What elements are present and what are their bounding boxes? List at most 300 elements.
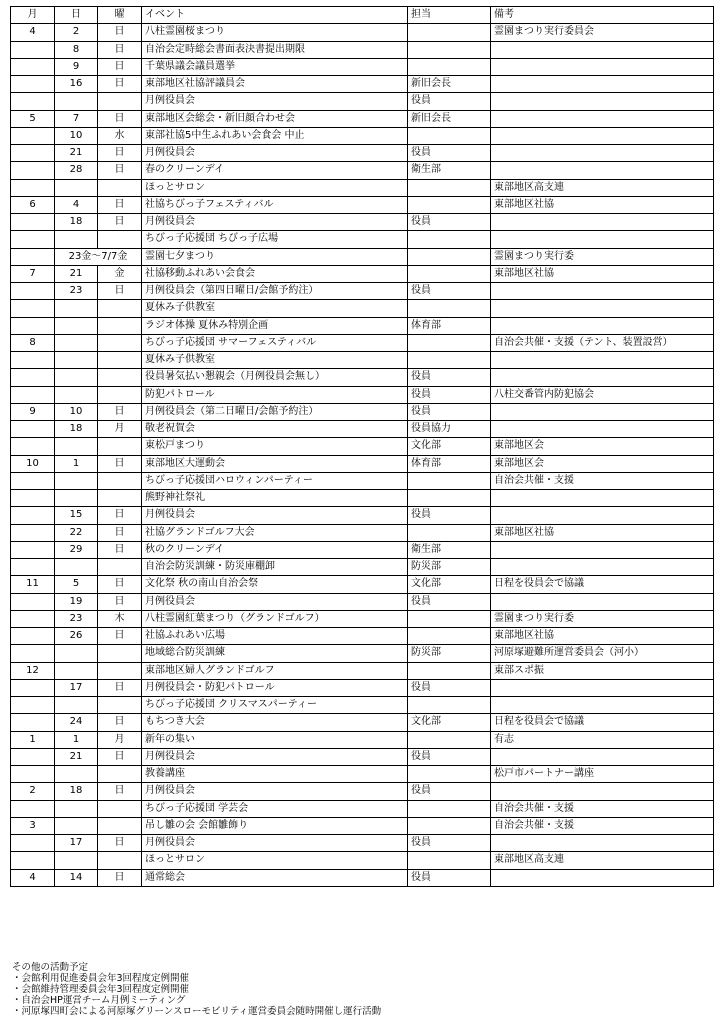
month-cell: 7 — [11, 265, 55, 282]
month-cell — [11, 369, 55, 386]
event-cell: ラジオ体操 夏休み特別企画 — [142, 317, 408, 334]
month-cell: 10 — [11, 455, 55, 472]
month-cell — [11, 610, 55, 627]
month-cell: 4 — [11, 869, 55, 886]
day-cell — [55, 231, 98, 248]
person-cell: 防災部 — [408, 559, 491, 576]
day-cell — [55, 559, 98, 576]
table-row — [11, 714, 714, 731]
person-cell: 文化部 — [408, 438, 491, 455]
note-item: ・河原塚四町会による河原塚グリーンスローモビリティ運営委員会随時開催し運行活動 — [12, 1006, 382, 1017]
note-cell — [491, 110, 714, 127]
event-cell: ちびっ子応援団 サマーフェスティバル — [142, 334, 408, 351]
day-cell: 21 — [55, 748, 98, 765]
weekday-cell: 日 — [98, 196, 142, 213]
event-cell: 東部社協5中生ふれあい会食会 中止 — [142, 127, 408, 144]
table-row — [11, 783, 714, 800]
event-cell: 社協ちびっ子フェスティバル — [142, 196, 408, 213]
month-cell — [11, 559, 55, 576]
event-cell: 春のクリーンデイ — [142, 162, 408, 179]
month-cell — [11, 593, 55, 610]
person-cell — [408, 800, 491, 817]
person-cell: 役員協力 — [408, 421, 491, 438]
month-cell: 9 — [11, 403, 55, 420]
event-cell: ほっとサロン — [142, 179, 408, 196]
day-cell: 5 — [55, 576, 98, 593]
event-cell: 月例役員会 — [142, 93, 408, 110]
month-cell: 6 — [11, 196, 55, 213]
day-cell: 26 — [55, 628, 98, 645]
note-cell — [491, 127, 714, 144]
event-cell: 月例役員会（第四日曜日/会館予約注） — [142, 283, 408, 300]
note-cell — [491, 300, 714, 317]
person-cell — [408, 731, 491, 748]
weekday-cell: 日 — [98, 679, 142, 696]
day-cell — [55, 317, 98, 334]
person-cell: 文化部 — [408, 714, 491, 731]
note-cell: 自治会共催・支援（テント、装置設営） — [491, 334, 714, 351]
person-cell — [408, 41, 491, 58]
person-cell: 役員 — [408, 283, 491, 300]
event-cell: 月例役員会・防犯パトロール — [142, 679, 408, 696]
person-cell — [408, 265, 491, 282]
month-cell — [11, 852, 55, 869]
weekday-cell — [98, 386, 142, 403]
person-cell: 役員 — [408, 593, 491, 610]
event-cell: 吊し雛の会 会館雛飾り — [142, 817, 408, 834]
note-cell: 霊園まつり実行委 — [491, 610, 714, 627]
event-cell: 霊園七夕まつり — [142, 248, 408, 265]
table-row — [11, 541, 714, 558]
month-cell — [11, 541, 55, 558]
weekday-cell: 日 — [98, 58, 142, 75]
note-cell — [491, 869, 714, 886]
table-row — [11, 766, 714, 783]
event-cell: ちびっ子応援団 ちびっ子広場 — [142, 231, 408, 248]
day-cell — [55, 490, 98, 507]
weekday-cell: 日 — [98, 76, 142, 93]
table-row — [11, 179, 714, 196]
day-cell — [55, 817, 98, 834]
table-row — [11, 300, 714, 317]
event-cell: 社協移動ふれあい会食会 — [142, 265, 408, 282]
weekday-cell — [98, 352, 142, 369]
note-cell — [491, 507, 714, 524]
table-row — [11, 317, 714, 334]
note-cell — [491, 369, 714, 386]
weekday-cell: 日 — [98, 783, 142, 800]
event-cell: ちびっ子応援団 クリスマスパーティー — [142, 697, 408, 714]
person-cell: 役員 — [408, 507, 491, 524]
event-cell: 千葉県議会議員選挙 — [142, 58, 408, 75]
day-cell: 17 — [55, 835, 98, 852]
month-cell — [11, 697, 55, 714]
table-row — [11, 352, 714, 369]
event-cell: もちつき大会 — [142, 714, 408, 731]
note-cell — [491, 283, 714, 300]
note-item: ・自治会HP運営チーム月例ミーティング — [12, 995, 186, 1006]
month-cell — [11, 766, 55, 783]
event-cell: 東松戸まつり — [142, 438, 408, 455]
weekday-cell: 月 — [98, 731, 142, 748]
table-row — [11, 507, 714, 524]
weekday-cell: 日 — [98, 524, 142, 541]
event-cell: 月例役員会 — [142, 593, 408, 610]
note-cell: 日程を役員会で協議 — [491, 576, 714, 593]
person-cell: 体育部 — [408, 317, 491, 334]
month-cell — [11, 645, 55, 662]
event-cell: 東部地区大運動会 — [142, 455, 408, 472]
weekday-cell: 日 — [98, 403, 142, 420]
month-cell — [11, 490, 55, 507]
person-cell — [408, 852, 491, 869]
month-cell — [11, 679, 55, 696]
person-cell — [408, 58, 491, 75]
day-cell: 15 — [55, 507, 98, 524]
person-cell — [408, 766, 491, 783]
weekday-cell — [98, 559, 142, 576]
note-cell — [491, 41, 714, 58]
person-cell: 役員 — [408, 748, 491, 765]
person-cell: 役員 — [408, 679, 491, 696]
weekday-cell — [98, 662, 142, 679]
day-cell: 4 — [55, 196, 98, 213]
note-cell: 東部地区社協 — [491, 524, 714, 541]
event-cell: 夏休み子供教室 — [142, 300, 408, 317]
event-cell: 地域総合防災訓練 — [142, 645, 408, 662]
event-cell: 月例役員会 — [142, 835, 408, 852]
month-cell — [11, 472, 55, 489]
month-cell — [11, 421, 55, 438]
weekday-cell: 日 — [98, 24, 142, 41]
table-row — [11, 472, 714, 489]
day-cell: 28 — [55, 162, 98, 179]
weekday-cell: 木 — [98, 610, 142, 627]
month-cell — [11, 145, 55, 162]
month-cell — [11, 628, 55, 645]
month-cell — [11, 58, 55, 75]
note-cell — [491, 541, 714, 558]
weekday-cell: 日 — [98, 214, 142, 231]
month-cell: 4 — [11, 24, 55, 41]
month-cell — [11, 127, 55, 144]
event-cell: 社協ふれあい広場 — [142, 628, 408, 645]
event-cell: 月例役員会（第二日曜日/会館予約注） — [142, 403, 408, 420]
event-cell: 文化祭 秋の南山自治会祭 — [142, 576, 408, 593]
note-cell — [491, 679, 714, 696]
month-cell: 3 — [11, 817, 55, 834]
month-cell — [11, 800, 55, 817]
person-cell: 防災部 — [408, 645, 491, 662]
person-cell — [408, 472, 491, 489]
day-cell — [55, 472, 98, 489]
day-cell: 9 — [55, 58, 98, 75]
month-cell — [11, 93, 55, 110]
month-cell — [11, 162, 55, 179]
note-cell — [491, 403, 714, 420]
note-cell: 東部地区社協 — [491, 196, 714, 213]
event-cell: ちびっ子応援団 学芸会 — [142, 800, 408, 817]
weekday-cell: 日 — [98, 748, 142, 765]
note-cell: 河原塚避難所運営委員会（河小） — [491, 645, 714, 662]
header-person: 担当 — [408, 7, 491, 24]
weekday-cell — [98, 438, 142, 455]
day-cell: 18 — [55, 421, 98, 438]
table-row — [11, 576, 714, 593]
note-item: ・会館維持管理委員会年3回程度定例開催 — [12, 984, 190, 995]
day-cell: 18 — [55, 783, 98, 800]
table-row — [11, 610, 714, 627]
event-cell: 月例役員会 — [142, 783, 408, 800]
note-cell — [491, 697, 714, 714]
weekday-cell — [98, 179, 142, 196]
note-cell: 東部地区会 — [491, 455, 714, 472]
month-cell — [11, 438, 55, 455]
person-cell — [408, 24, 491, 41]
note-cell: 霊園まつり実行委員会 — [491, 24, 714, 41]
weekday-cell — [98, 645, 142, 662]
person-cell — [408, 231, 491, 248]
schedule-table — [10, 6, 714, 887]
weekday-cell — [98, 852, 142, 869]
month-cell — [11, 41, 55, 58]
day-cell — [55, 852, 98, 869]
note-cell — [491, 162, 714, 179]
table-row — [11, 559, 714, 576]
person-cell — [408, 179, 491, 196]
person-cell: 役員 — [408, 403, 491, 420]
event-cell: 東部地区会総会・新旧顔合わせ会 — [142, 110, 408, 127]
month-cell: 2 — [11, 783, 55, 800]
table-row — [11, 679, 714, 696]
month-cell: 5 — [11, 110, 55, 127]
day-cell: 21 — [55, 145, 98, 162]
event-cell: 新年の集い — [142, 731, 408, 748]
table-row — [11, 127, 714, 144]
weekday-cell: 日 — [98, 110, 142, 127]
day-cell — [55, 369, 98, 386]
note-cell: 霊園まつり実行委 — [491, 248, 714, 265]
day-cell: 21 — [55, 265, 98, 282]
event-cell: 通常総会 — [142, 869, 408, 886]
person-cell — [408, 248, 491, 265]
table-row — [11, 697, 714, 714]
weekday-cell — [98, 490, 142, 507]
table-row — [11, 76, 714, 93]
note-cell — [491, 783, 714, 800]
person-cell — [408, 817, 491, 834]
day-cell: 1 — [55, 455, 98, 472]
person-cell: 役員 — [408, 214, 491, 231]
weekday-cell: 日 — [98, 576, 142, 593]
date-range-cell: 23金～7/7金 — [55, 248, 142, 265]
table-row — [11, 645, 714, 662]
month-cell — [11, 317, 55, 334]
note-cell — [491, 214, 714, 231]
table-row — [11, 231, 714, 248]
note-cell — [491, 93, 714, 110]
event-cell: 八柱霊園紅葉まつり（グランドゴルフ） — [142, 610, 408, 627]
table-row — [11, 214, 714, 231]
note-cell — [491, 490, 714, 507]
month-cell: 12 — [11, 662, 55, 679]
event-cell: ほっとサロン — [142, 852, 408, 869]
person-cell: 役員 — [408, 369, 491, 386]
day-cell: 1 — [55, 731, 98, 748]
weekday-cell — [98, 231, 142, 248]
weekday-cell: 日 — [98, 628, 142, 645]
note-cell — [491, 145, 714, 162]
month-cell — [11, 352, 55, 369]
month-cell — [11, 231, 55, 248]
weekday-cell — [98, 817, 142, 834]
table-row — [11, 835, 714, 852]
month-cell: 11 — [11, 576, 55, 593]
note-item: ・会館利用促進委員会年3回程度定例開催 — [12, 973, 190, 984]
person-cell: 役員 — [408, 93, 491, 110]
note-cell — [491, 317, 714, 334]
weekday-cell: 日 — [98, 835, 142, 852]
table-row — [11, 58, 714, 75]
table-row — [11, 41, 714, 58]
note-cell — [491, 748, 714, 765]
day-cell — [55, 179, 98, 196]
person-cell: 役員 — [408, 386, 491, 403]
note-cell — [491, 58, 714, 75]
event-cell: 東部地区社協評議員会 — [142, 76, 408, 93]
day-cell: 10 — [55, 403, 98, 420]
note-cell: 自治会共催・支援 — [491, 800, 714, 817]
person-cell: 役員 — [408, 835, 491, 852]
event-cell: 月例役員会 — [142, 748, 408, 765]
weekday-cell: 日 — [98, 283, 142, 300]
day-cell — [55, 352, 98, 369]
weekday-cell — [98, 334, 142, 351]
table-row — [11, 403, 714, 420]
day-cell — [55, 300, 98, 317]
day-cell: 18 — [55, 214, 98, 231]
header-event: イベント — [142, 7, 408, 24]
person-cell — [408, 127, 491, 144]
weekday-cell — [98, 800, 142, 817]
note-cell — [491, 559, 714, 576]
weekday-cell: 日 — [98, 41, 142, 58]
weekday-cell — [98, 317, 142, 334]
day-cell — [55, 697, 98, 714]
month-cell — [11, 214, 55, 231]
weekday-cell: 日 — [98, 145, 142, 162]
person-cell: 新旧会長 — [408, 76, 491, 93]
note-cell — [491, 421, 714, 438]
table-row — [11, 490, 714, 507]
table-row — [11, 93, 714, 110]
person-cell — [408, 334, 491, 351]
table-row — [11, 196, 714, 213]
month-cell — [11, 76, 55, 93]
person-cell — [408, 610, 491, 627]
table-row — [11, 145, 714, 162]
person-cell — [408, 524, 491, 541]
person-cell: 役員 — [408, 869, 491, 886]
table-row — [11, 662, 714, 679]
table-row — [11, 110, 714, 127]
event-cell: 東部地区婦人グランドゴルフ — [142, 662, 408, 679]
person-cell: 新旧会長 — [408, 110, 491, 127]
event-cell: 社協グランドゴルフ大会 — [142, 524, 408, 541]
day-cell — [55, 386, 98, 403]
event-cell: 夏休み子供教室 — [142, 352, 408, 369]
month-cell — [11, 248, 55, 265]
table-row — [11, 731, 714, 748]
note-cell: 日程を役員会で協議 — [491, 714, 714, 731]
note-cell: 自治会共催・支援 — [491, 472, 714, 489]
weekday-cell: 月 — [98, 421, 142, 438]
event-cell: 敬老祝賀会 — [142, 421, 408, 438]
day-cell — [55, 766, 98, 783]
notes-title: その他の活動予定 — [12, 962, 89, 973]
person-cell: 役員 — [408, 145, 491, 162]
header-row — [11, 7, 714, 24]
day-cell — [55, 334, 98, 351]
day-cell — [55, 800, 98, 817]
month-cell — [11, 507, 55, 524]
note-cell: 東部地区社協 — [491, 628, 714, 645]
table-row — [11, 455, 714, 472]
month-cell — [11, 714, 55, 731]
note-cell: 東部地区高支連 — [491, 179, 714, 196]
header-weekday: 曜 — [98, 7, 142, 24]
weekday-cell: 日 — [98, 714, 142, 731]
note-cell: 東部スポ振 — [491, 662, 714, 679]
day-cell: 23 — [55, 283, 98, 300]
month-cell — [11, 179, 55, 196]
person-cell: 文化部 — [408, 576, 491, 593]
day-cell: 24 — [55, 714, 98, 731]
person-cell — [408, 196, 491, 213]
table-row — [11, 24, 714, 41]
day-cell — [55, 93, 98, 110]
weekday-cell: 日 — [98, 593, 142, 610]
day-cell: 17 — [55, 679, 98, 696]
table-row — [11, 248, 714, 265]
event-cell: 秋のクリーンデイ — [142, 541, 408, 558]
person-cell — [408, 352, 491, 369]
other-activities-notes — [12, 962, 381, 1017]
day-cell: 22 — [55, 524, 98, 541]
note-cell: 東部地区会 — [491, 438, 714, 455]
month-cell — [11, 300, 55, 317]
event-cell: 月例役員会 — [142, 145, 408, 162]
weekday-cell: 日 — [98, 541, 142, 558]
day-cell: 16 — [55, 76, 98, 93]
note-cell: 松戸市パートナー講座 — [491, 766, 714, 783]
day-cell: 29 — [55, 541, 98, 558]
table-row — [11, 593, 714, 610]
weekday-cell — [98, 300, 142, 317]
table-row — [11, 748, 714, 765]
month-cell — [11, 748, 55, 765]
day-cell: 8 — [55, 41, 98, 58]
person-cell: 衛生部 — [408, 162, 491, 179]
weekday-cell — [98, 472, 142, 489]
day-cell — [55, 645, 98, 662]
month-cell — [11, 386, 55, 403]
header-month: 月 — [11, 7, 55, 24]
weekday-cell — [98, 697, 142, 714]
table-row — [11, 800, 714, 817]
event-cell: 役員暑気払い懇親会（月例役員会無し） — [142, 369, 408, 386]
day-cell: 19 — [55, 593, 98, 610]
